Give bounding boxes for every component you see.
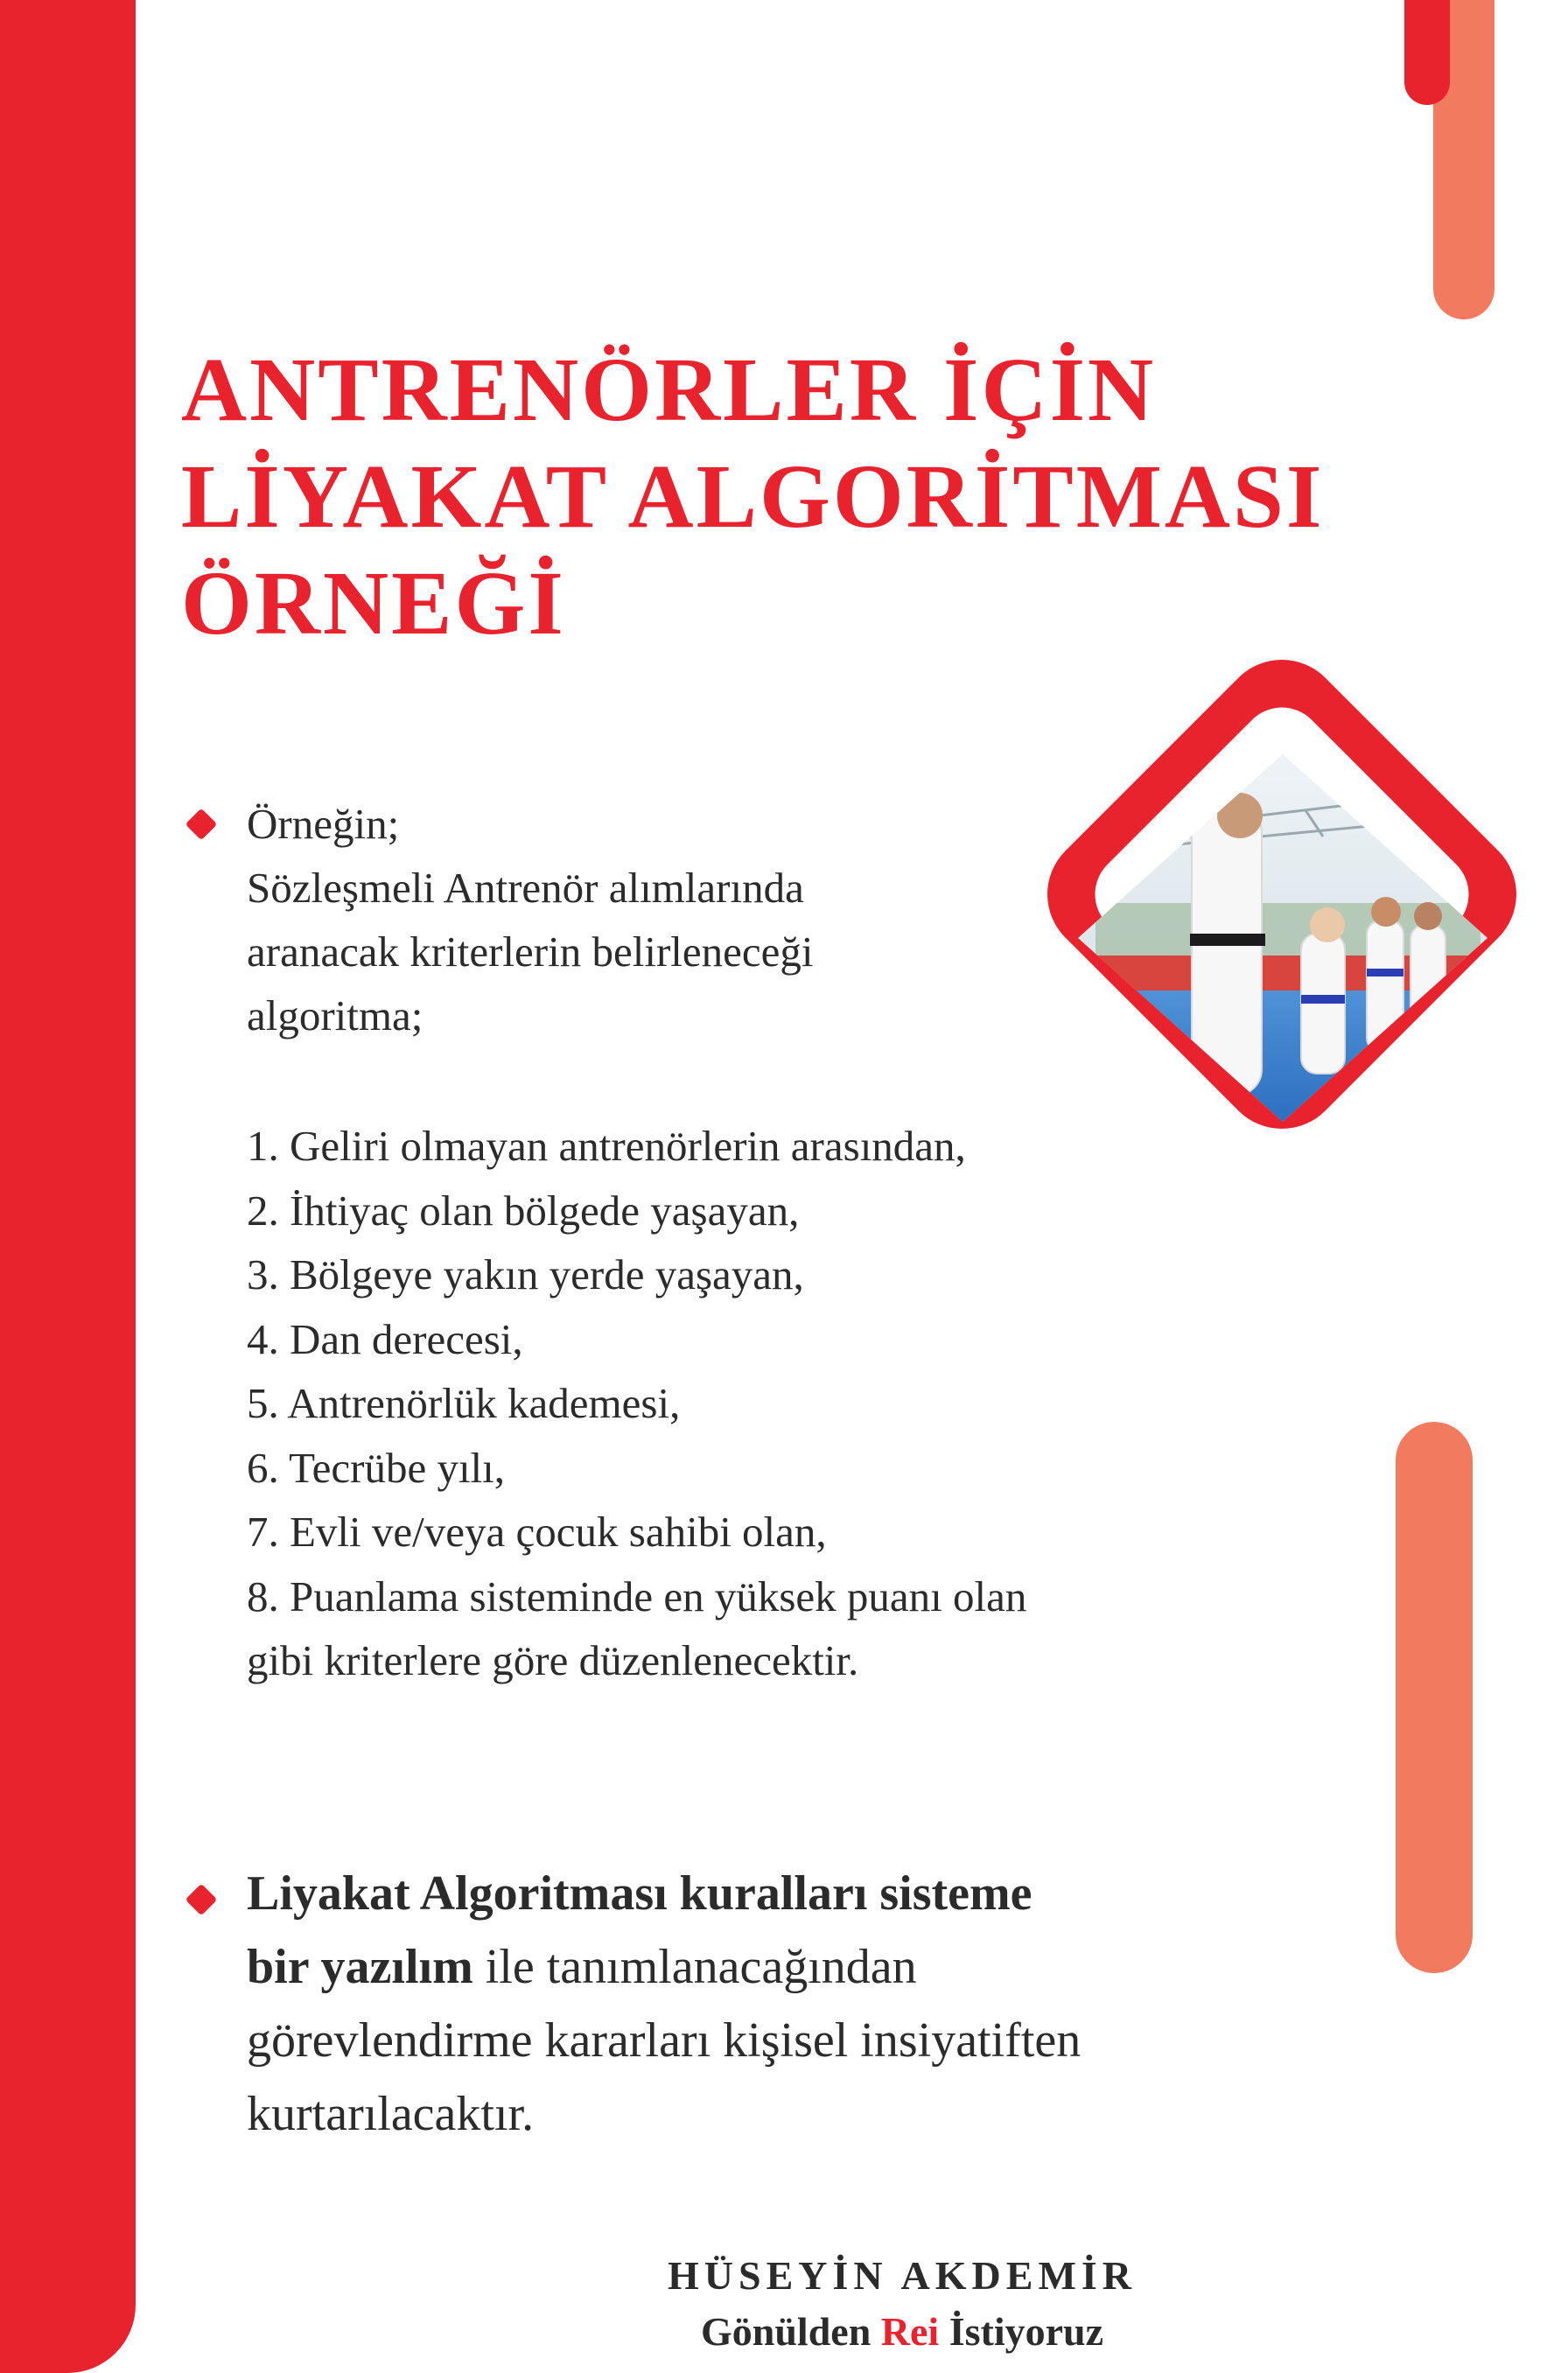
- title-line-3: ÖRNEĞİ: [181, 553, 566, 654]
- title-line-1: ANTRENÖRLER İÇİN: [181, 340, 1157, 440]
- conclusion-line-2-bold: bir yazılım: [247, 1940, 473, 1994]
- conclusion-line-2: [247, 1930, 1081, 2004]
- slogan: [0, 2308, 1568, 2355]
- conclusion-line-4: kurtarılacaktır.: [247, 2087, 535, 2141]
- conclusion-text: [247, 1857, 1081, 2151]
- author-name: HÜSEYİN AKDEMİR: [667, 2253, 1137, 2298]
- list-item: 3. Bölgeye yakın yerde yaşayan,: [247, 1250, 804, 1298]
- intro-line-1: Örneğin;: [247, 800, 400, 848]
- criteria-closing: gibi kriterlere göre düzenlenecektir.: [247, 1636, 859, 1684]
- conclusion-line-2-rest: ile tanımlanacağından: [472, 1940, 917, 1994]
- page-title: [181, 337, 1324, 657]
- list-item: 5. Antrenörlük kademesi,: [247, 1379, 681, 1427]
- conclusion-line-1-bold: Liyakat Algoritması kuralları sisteme: [247, 1866, 1032, 1921]
- intro-line-3: aranacak kriterlerin belirleneceği: [247, 928, 814, 976]
- list-item: 4. Dan derecesi,: [247, 1314, 523, 1363]
- title-line-2: LİYAKAT ALGORİTMASI: [181, 446, 1325, 547]
- criteria-list: [247, 1114, 1026, 1693]
- conclusion-line-3: görevlendirme kararları kişisel insiyatiften: [247, 2013, 1082, 2068]
- diamond-bullet-icon: [186, 808, 218, 841]
- intro-line-4: algoritma;: [247, 991, 424, 1040]
- list-item: 1. Geliri olmayan antrenörlerin arasından,: [247, 1122, 966, 1170]
- slogan-accent: Rei: [880, 2309, 940, 2354]
- top-red-pill: [1404, 0, 1450, 105]
- diamond-bullet-icon: [186, 1884, 218, 1916]
- list-item: 2. İhtiyaç olan bölgede yaşayan,: [247, 1186, 800, 1235]
- slogan-part-1: Gönülden: [700, 2309, 881, 2354]
- list-item: 8. Puanlama sisteminde en yüksek puanı olan: [247, 1572, 1027, 1620]
- conclusion-line-1: [247, 1857, 1081, 1930]
- intro-text: [247, 792, 813, 1047]
- list-item: 6. Tecrübe yılı,: [247, 1443, 506, 1492]
- left-decorative-bar: [0, 0, 136, 2373]
- list-item: 7. Evli ve/veya çocuk sahibi olan,: [247, 1508, 827, 1556]
- mid-coral-pill: [1396, 1422, 1473, 1973]
- intro-line-2: Sözleşmeli Antrenör alımlarında: [247, 864, 804, 912]
- slogan-part-2: İstiyoruz: [939, 2309, 1104, 2354]
